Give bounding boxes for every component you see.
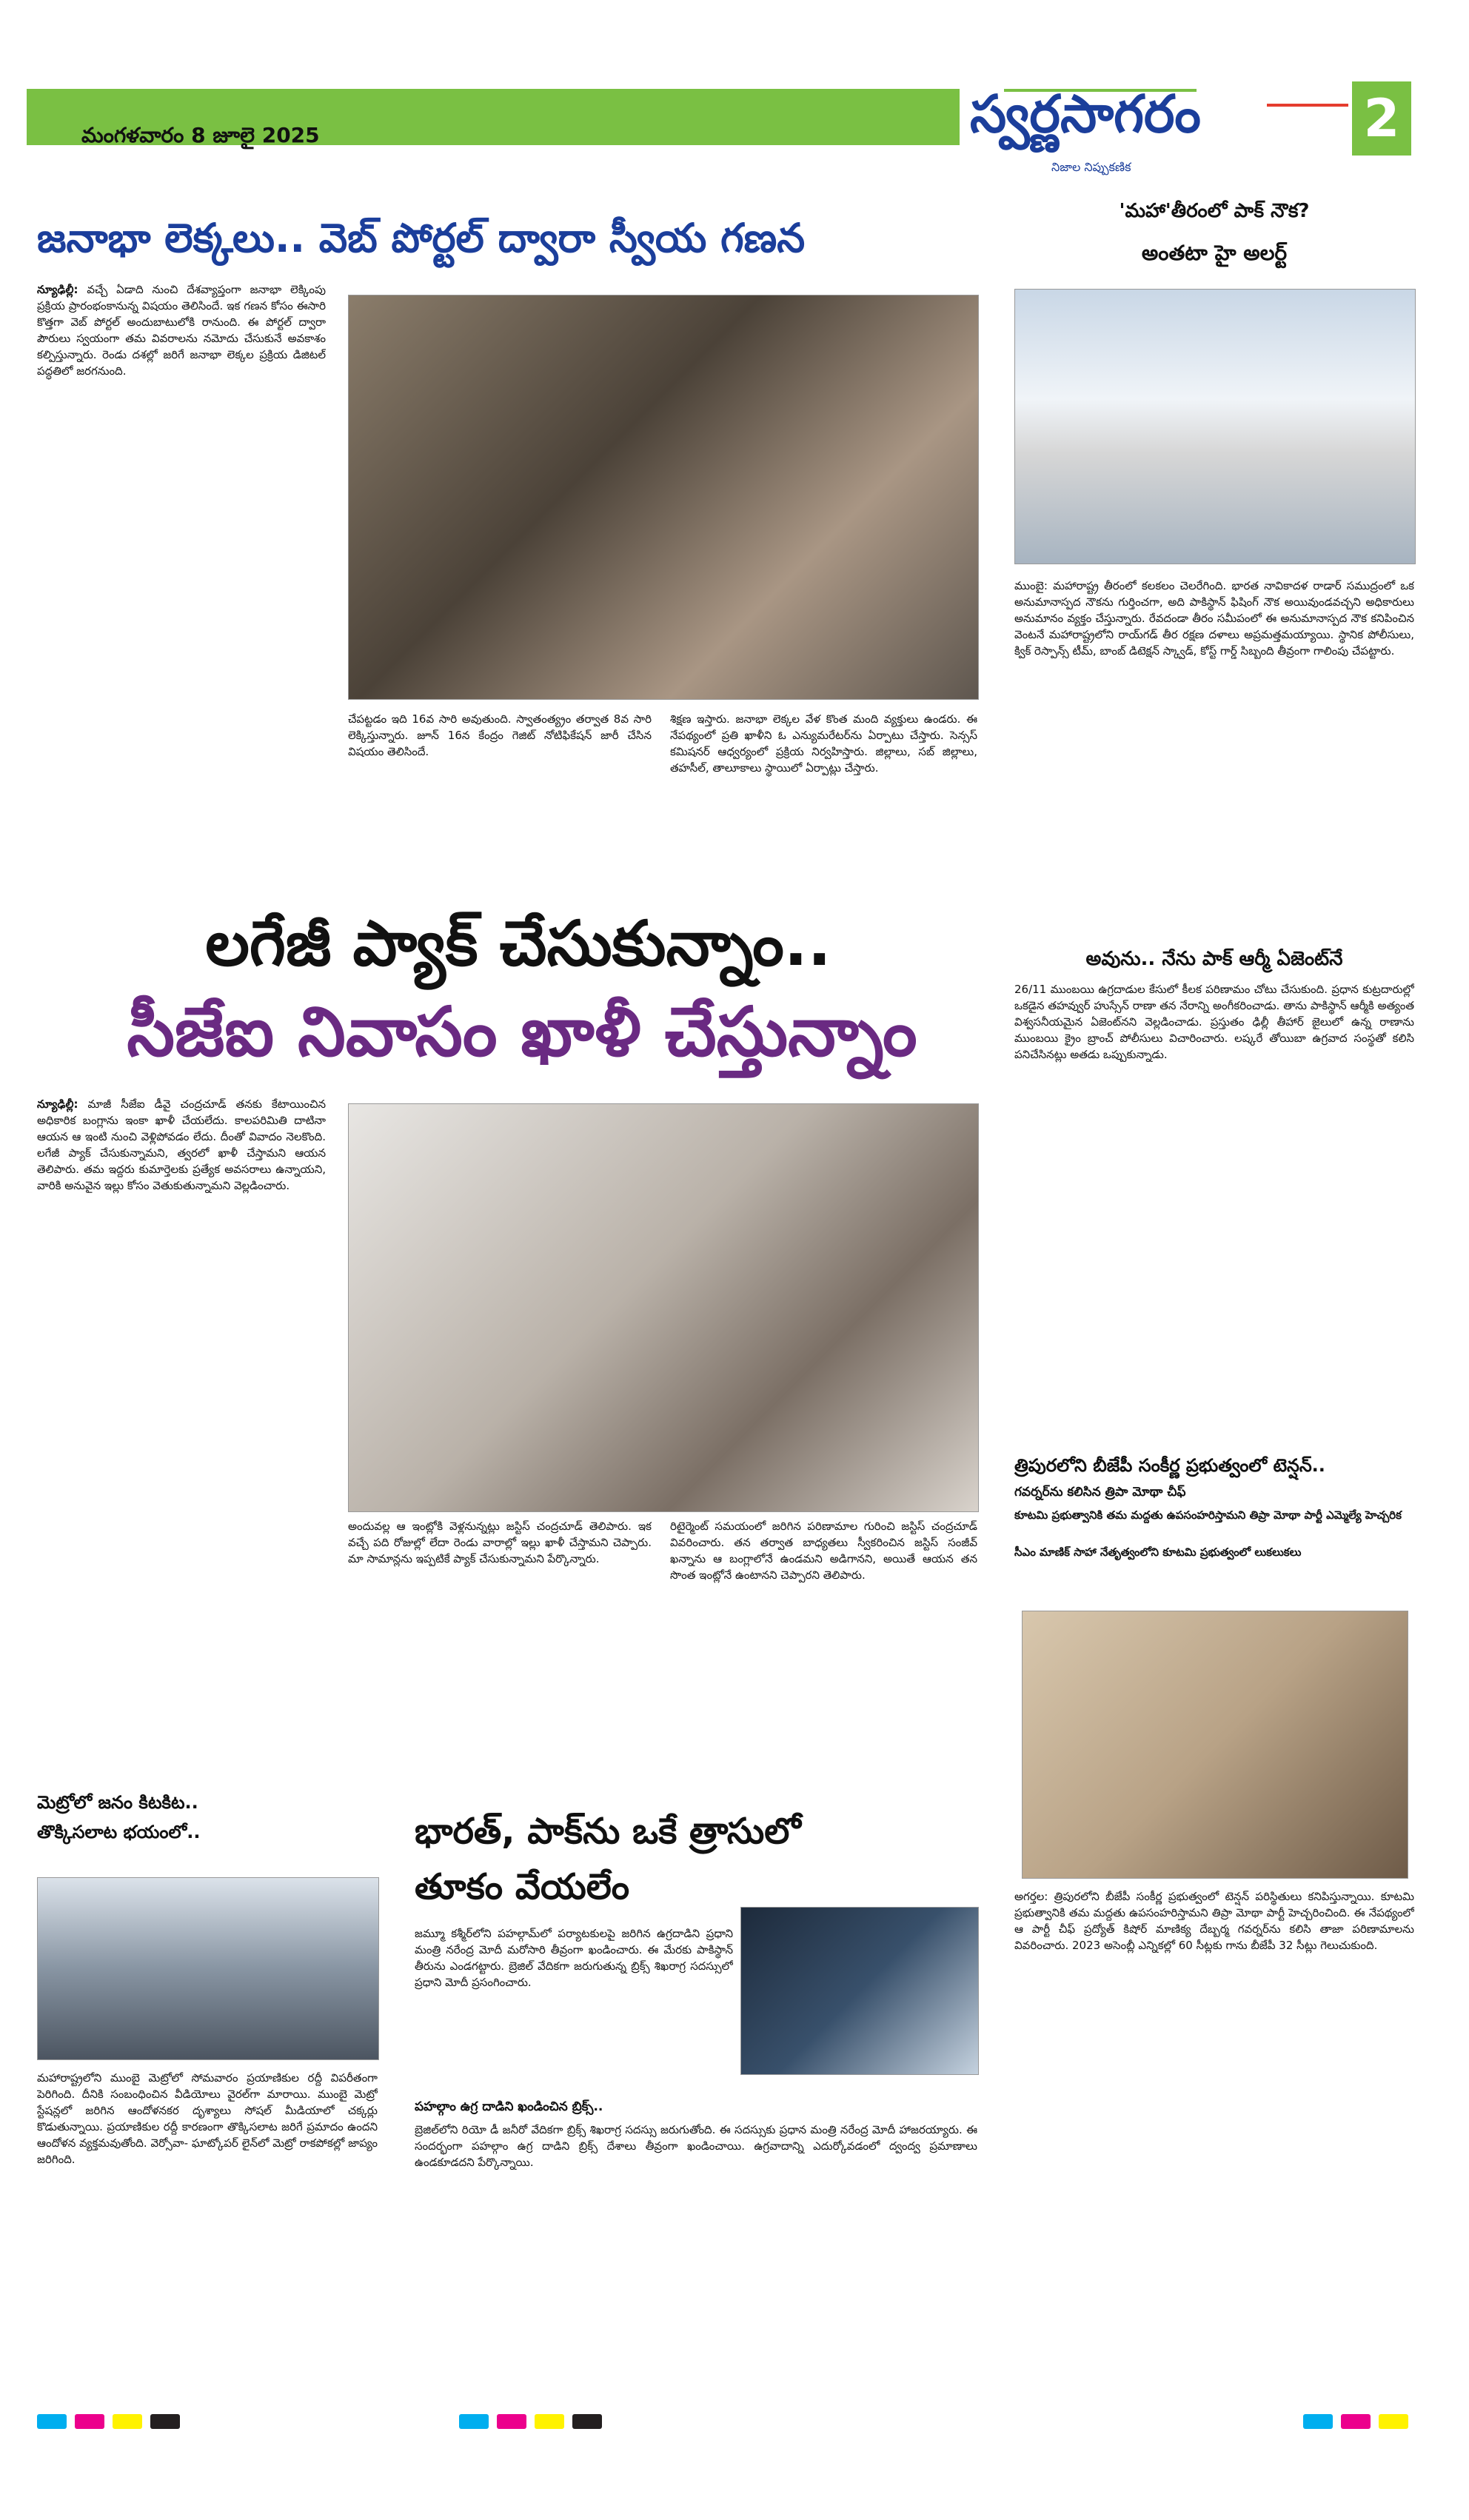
main-text2: శిక్షణ ఇస్తారు. జనాభా లెక్కల వేళ కొంత మంది వ్యక్తులు ఉండరు. ఈ నేపథ్యంలో ప్రతి ఖాళీని ఓ ఎన్యుమరేటర్‌ను ఏర్పాటు చేస్తారు. సెన్సస్ కమిషనర్ ఆధ్వర్యంలో ప్రక్రియ నిర్వహిస్తారు. జిల్లాలు, సబ్ జిల్లాలు, తహసీల్, తాలూకాలు స్థాయిలో ఏర్పాట్లు చేస్తారు. bbox=[670, 712, 977, 775]
footer-color-bar-middle bbox=[459, 2414, 606, 2432]
metro-photo bbox=[37, 1877, 379, 2060]
crowd-photo bbox=[348, 295, 979, 700]
main-headline: జనాభా లెక్కలు.. వెబ్ పోర్టల్ ద్వారా స్వీయ గణన bbox=[37, 215, 806, 261]
main-text1: వచ్చే ఏడాది నుంచి దేశవ్యాప్తంగా జనాభా లెక్కింపు ప్రక్రియ ప్రారంభంకానున్న విషయం తెలిసిందే. ఇక గణన కోసం ఈసారి కొత్తగా వెబ్ పోర్టల్ అందుబాటులోకి రానుంది. ఈ పోర్టల్ ద్వారా పౌరులు స్వయంగా తమ వివరాలను నమోదు చేసుకునే అవకాశం కల్పిస్తున్నారు. రెండు దశల్లో జరిగే జనాభా లెక్కల ప్రక్రియ డిజిటల్ పద్ధతిలో జరగనుంది. bbox=[37, 283, 326, 378]
tripura-sub2: కూటమి ప్రభుత్వానికి తమ మద్దతు ఉపసంహరిస్తామని తిప్రా మోథా పార్టీ ఎమ్మెల్యే హెచ్చరిక bbox=[1014, 1508, 1402, 1522]
brics-subhead: పహల్గాం ఉగ్ర దాడిని ఖండించిన బ్రిక్స్.. bbox=[415, 2099, 603, 2114]
tripura-headline: త్రిపురలోని బీజేపీ సంకీర్ణ ప్రభుత్వంలో టెన్షన్.. bbox=[1014, 1455, 1325, 1476]
metro-text: మహారాష్ట్రలోని ముంబై మెట్రోలో సోమవారం ప్రయాణికుల రద్దీ విపరీతంగా పెరిగింది. దీనికి సంబంధించిన వీడియోలు వైరల్‌గా మారాయి. ముంబై మెట్రో స్టేషన్లలో జరిగిన ఆందోళనకర దృశ్యాలు సోషల్ మీడియాలో చక్కర్లు కొడుతున్నాయి. ప్రయాణికుల రద్దీ కారణంగా తొక్కిసలాట జరిగే ప్రమాదం ఉందని ఆందోళన వ్యక్తమవుతోంది. వెర్సోవా- ఘాట్కోపర్ లైన్‌లో మెట్రో రాకపోకల్లో జాప్యం జరిగింది. bbox=[37, 2071, 378, 2166]
cyan-swatch bbox=[37, 2414, 67, 2429]
logo: స్వర్ణసాగరం bbox=[970, 83, 1201, 144]
main-story-col1 bbox=[37, 281, 326, 933]
cji-text1: మాజీ సీజేఐ డీవై చంద్రచూడ్ తనకు కేటాయించిన అధికారిక బంగ్లాను ఇంకా ఖాళీ చేయలేదు. కాలపరిమితి దాటినా ఆయన ఆ ఇంటి నుంచి వెళ్లిపోవడం లేదు. దీంతో వివాదం నెలకొంది. లగేజీ ప్యాక్ చేసుకున్నామని, త్వరలో ఖాళీ చేస్తామని ఆయన తెలిపారు. తమ ఇద్దరు కుమార్తెలకు ప్రత్యేక అవసరాలు ఉన్నాయని, వారికి అనువైన ఇల్లు కోసం వెతుకుతున్నామని వెల్లడించారు. bbox=[37, 1097, 326, 1192]
page-number: 2 bbox=[1352, 81, 1411, 156]
brics-text1: జమ్మూ కశ్మీర్‌లోని పహల్గామ్‌లో పర్యాటకులపై జరిగిన ఉగ్రదాడిని ప్రధాని మంత్రి నరేంద్ర మోదీ మరోసారి తీవ్రంగా ఖండించారు. ఈ మేరకు పాకిస్థాన్ తీరును ఎండగట్టారు. బ్రెజిల్ వేదికగా జరుగుతున్న బ్రిక్స్ శిఖరాగ్ర సదస్సులో ప్రధాని మోదీ ప్రసంగించారు. bbox=[415, 1927, 733, 1989]
brics-headline-2: తూకం వేయలేం bbox=[415, 1866, 630, 1908]
pak-ship-headline-2: అంతటా హై అలర్ట్ bbox=[1141, 241, 1288, 265]
red-rule bbox=[1267, 104, 1348, 107]
cji-dateline: న్యూఢిల్లీ: bbox=[37, 1097, 78, 1111]
dateline: న్యూఢిల్లీ: bbox=[37, 283, 78, 296]
cji-photo bbox=[348, 1103, 979, 1512]
cji-text2: అందువల్ల ఆ ఇంట్లోకి వెళ్లనున్నట్లు జస్టిస్ చంద్రచూడ్ తెలిపారు. ఇక వచ్చే పది రోజుల్లో లేదా రెండు వారాల్లో ఇల్లు ఖాళీ చేస్తామని చెప్పారు. మా సామాన్లను ఇప్పటికే ప్యాక్ చేసుకున్నామని పేర్కొన్నారు. bbox=[348, 1520, 652, 1565]
metro-headline-1: మెట్రోలో జనం కిటకిట.. bbox=[37, 1792, 198, 1813]
footer-color-bar-right bbox=[1303, 2414, 1413, 2432]
main-caption: చేపట్టడం ఇది 16వ సారి అవుతుంది. స్వాతంత్య్రం తర్వాత 8వ సారి లెక్కిస్తున్నారు. జూన్ 16న కేంద్రం గెజిట్ నోటిఫికేషన్ జారీ చేసిన విషయం తెలిసిందే. bbox=[348, 712, 652, 758]
cyan-swatch bbox=[1303, 2414, 1333, 2429]
brics-headline-1: భారత్, పాక్‌ను ఒకే త్రాసులో bbox=[415, 1811, 801, 1852]
magenta-swatch bbox=[497, 2414, 526, 2429]
cji-col1 bbox=[37, 1096, 326, 1711]
modi-photo bbox=[740, 1907, 979, 2075]
metro-headline-2: తొక్కిసలాట భయంలో.. bbox=[37, 1822, 201, 1842]
issue-date: మంగళవారం 8 జూలై 2025 bbox=[81, 123, 320, 147]
cji-text3: రిటైర్మెంట్ సమయంలో జరిగిన పరిణామాల గురించి జస్టిస్ చంద్రచూడ్ వివరించారు. తన తర్వాత బాధ్యతలు స్వీకరించిన జస్టిస్ సంజీవ్ ఖన్నాను ఆ బంగ్లాలోనే ఉండమని అడిగానని, అయితే ఆయన తన సొంత ఇంట్లోనే ఉంటానని చెప్పారని తెలిపారు. bbox=[670, 1520, 977, 1582]
yellow-swatch bbox=[535, 2414, 564, 2429]
pak-ship-text: ముంబై: మహారాష్ట్ర తీరంలో కలకలం చెలరేగింది. భారత నావికాదళ రాడార్ సముద్రంలో ఒక అనుమానాస్పద నౌకను గుర్తించగా, అది పాకిస్థాన్ ఫిషింగ్ నౌక అయివుండవచ్చని అధికారులు అనుమానం వ్యక్తం చేస్తున్నారు. రేవదండా తీరం సమీపంలో ఈ అనుమానాస్పద నౌక కనిపించిన వెంటనే మహారాష్ట్రలోని రాయ్‌గడ్ తీర రక్షణ దళాలు అప్రమత్తమయ్యాయి. స్థానిక పోలీసులు, క్విక్ రెస్పాన్స్ టీమ్, బాంబ్ డిటెక్షన్ స్క్వాడ్, కోస్ట్ గార్డ్ సిబ్బంది తీవ్రంగా గాలింపు చేపట్టారు. bbox=[1014, 579, 1414, 658]
brics-text2: బ్రెజిల్‌లోని రియో డీ జనీరో వేదికగా బ్రిక్స్ శిఖరాగ్ర సదస్సు జరుగుతోంది. ఈ సదస్సుకు ప్రధాన మంత్రి నరేంద్ర మోదీ హాజరయ్యారు. ఈ సందర్భంగా పహల్గాం ఉగ్ర దాడిని బ్రిక్స్ దేశాలు తీవ్రంగా ఖండించాయి. ఉగ్రవాదాన్ని ఎదుర్కోవడంలో ద్వంద్వ ప్రమాణాలు ఉండకూడదని పేర్కొన్నాయి. bbox=[415, 2123, 977, 2169]
isi-agent-headline: అవును.. నేను పాక్ ఆర్మీ ఏజెంట్‌నే bbox=[1085, 948, 1343, 970]
yellow-swatch bbox=[1379, 2414, 1408, 2429]
tripura-text: అగర్తల: త్రిపురలోని బీజేపీ సంకీర్ణ ప్రభుత్వంలో టెన్షన్ పరిస్థితులు కనిపిస్తున్నాయి. కూటమి ప్రభుత్వానికి తమ మద్దతు ఉపసంహరిస్తామని తిప్రా మోథా పార్టీ హెచ్చరించింది. ఈ నేపథ్యంలో ఆ పార్టీ చీఫ్ ప్రద్యోత్ కిషోర్ మాణిక్య దేబ్బర్మ గవర్నర్‌ను కలిసి తాజా పరిణామాలను వివరించారు. 2023 అసెంబ్లీ ఎన్నికల్లో 60 సీట్లకు గాను బీజేపీ 32 సీట్లు గెలుచుకుంది. bbox=[1014, 1890, 1414, 1952]
boat-photo bbox=[1014, 289, 1416, 564]
logo-tagline: నిజాల నిప్పుకణిక bbox=[1051, 160, 1131, 174]
black-swatch bbox=[572, 2414, 602, 2429]
tripura-sub3: సీఎం మాణిక్ సాహా నేతృత్వంలోని కూటమి ప్రభుత్వంలో లుకలుకలు bbox=[1014, 1545, 1302, 1559]
magenta-swatch bbox=[1341, 2414, 1371, 2429]
isi-agent-text: 26/11 ముంబయి ఉగ్రదాడుల కేసులో కీలక పరిణామం చోటు చేసుకుంది. ప్రధాన కుట్రదారుల్లో ఒకడైన తహవ్వుర్ హుస్సేన్ రాణా తన నేరాన్ని అంగీకరించాడు. తాను పాకిస్థాన్ ఆర్మీకి అత్యంత విశ్వసనీయమైన ఏజెంట్‌నని వెల్లడించాడు. ప్రస్తుతం ఢిల్లీ తీహార్ జైలులో ఉన్న రాణాను ముంబయి క్రైం బ్రాంచ్ పోలీసులు విచారించారు. లష్కరే తోయిబా ఉగ్రవాద సంస్థతో కలిసి పనిచేసినట్లు అతడు ఒప్పుకున్నాడు. bbox=[1014, 983, 1414, 1061]
yellow-swatch bbox=[113, 2414, 142, 2429]
cyan-swatch bbox=[459, 2414, 489, 2429]
magenta-swatch bbox=[75, 2414, 104, 2429]
tripura-photo bbox=[1022, 1611, 1408, 1879]
cji-headline-1: లగేజీ ప్యాక్ చేసుకున్నాం.. bbox=[205, 907, 831, 980]
pak-ship-headline-1: 'మహా'తీరంలో పాక్ నౌక? bbox=[1119, 200, 1310, 222]
footer-color-bar-left bbox=[37, 2414, 184, 2432]
cji-headline-2: సీజేఐ నివాసం ఖాళీ చేస్తున్నాం bbox=[127, 992, 917, 1072]
black-swatch bbox=[150, 2414, 180, 2429]
tripura-sub1: గవర్నర్‌ను కలిసిన త్రిపా మోథా చీఫ్ bbox=[1014, 1485, 1186, 1500]
